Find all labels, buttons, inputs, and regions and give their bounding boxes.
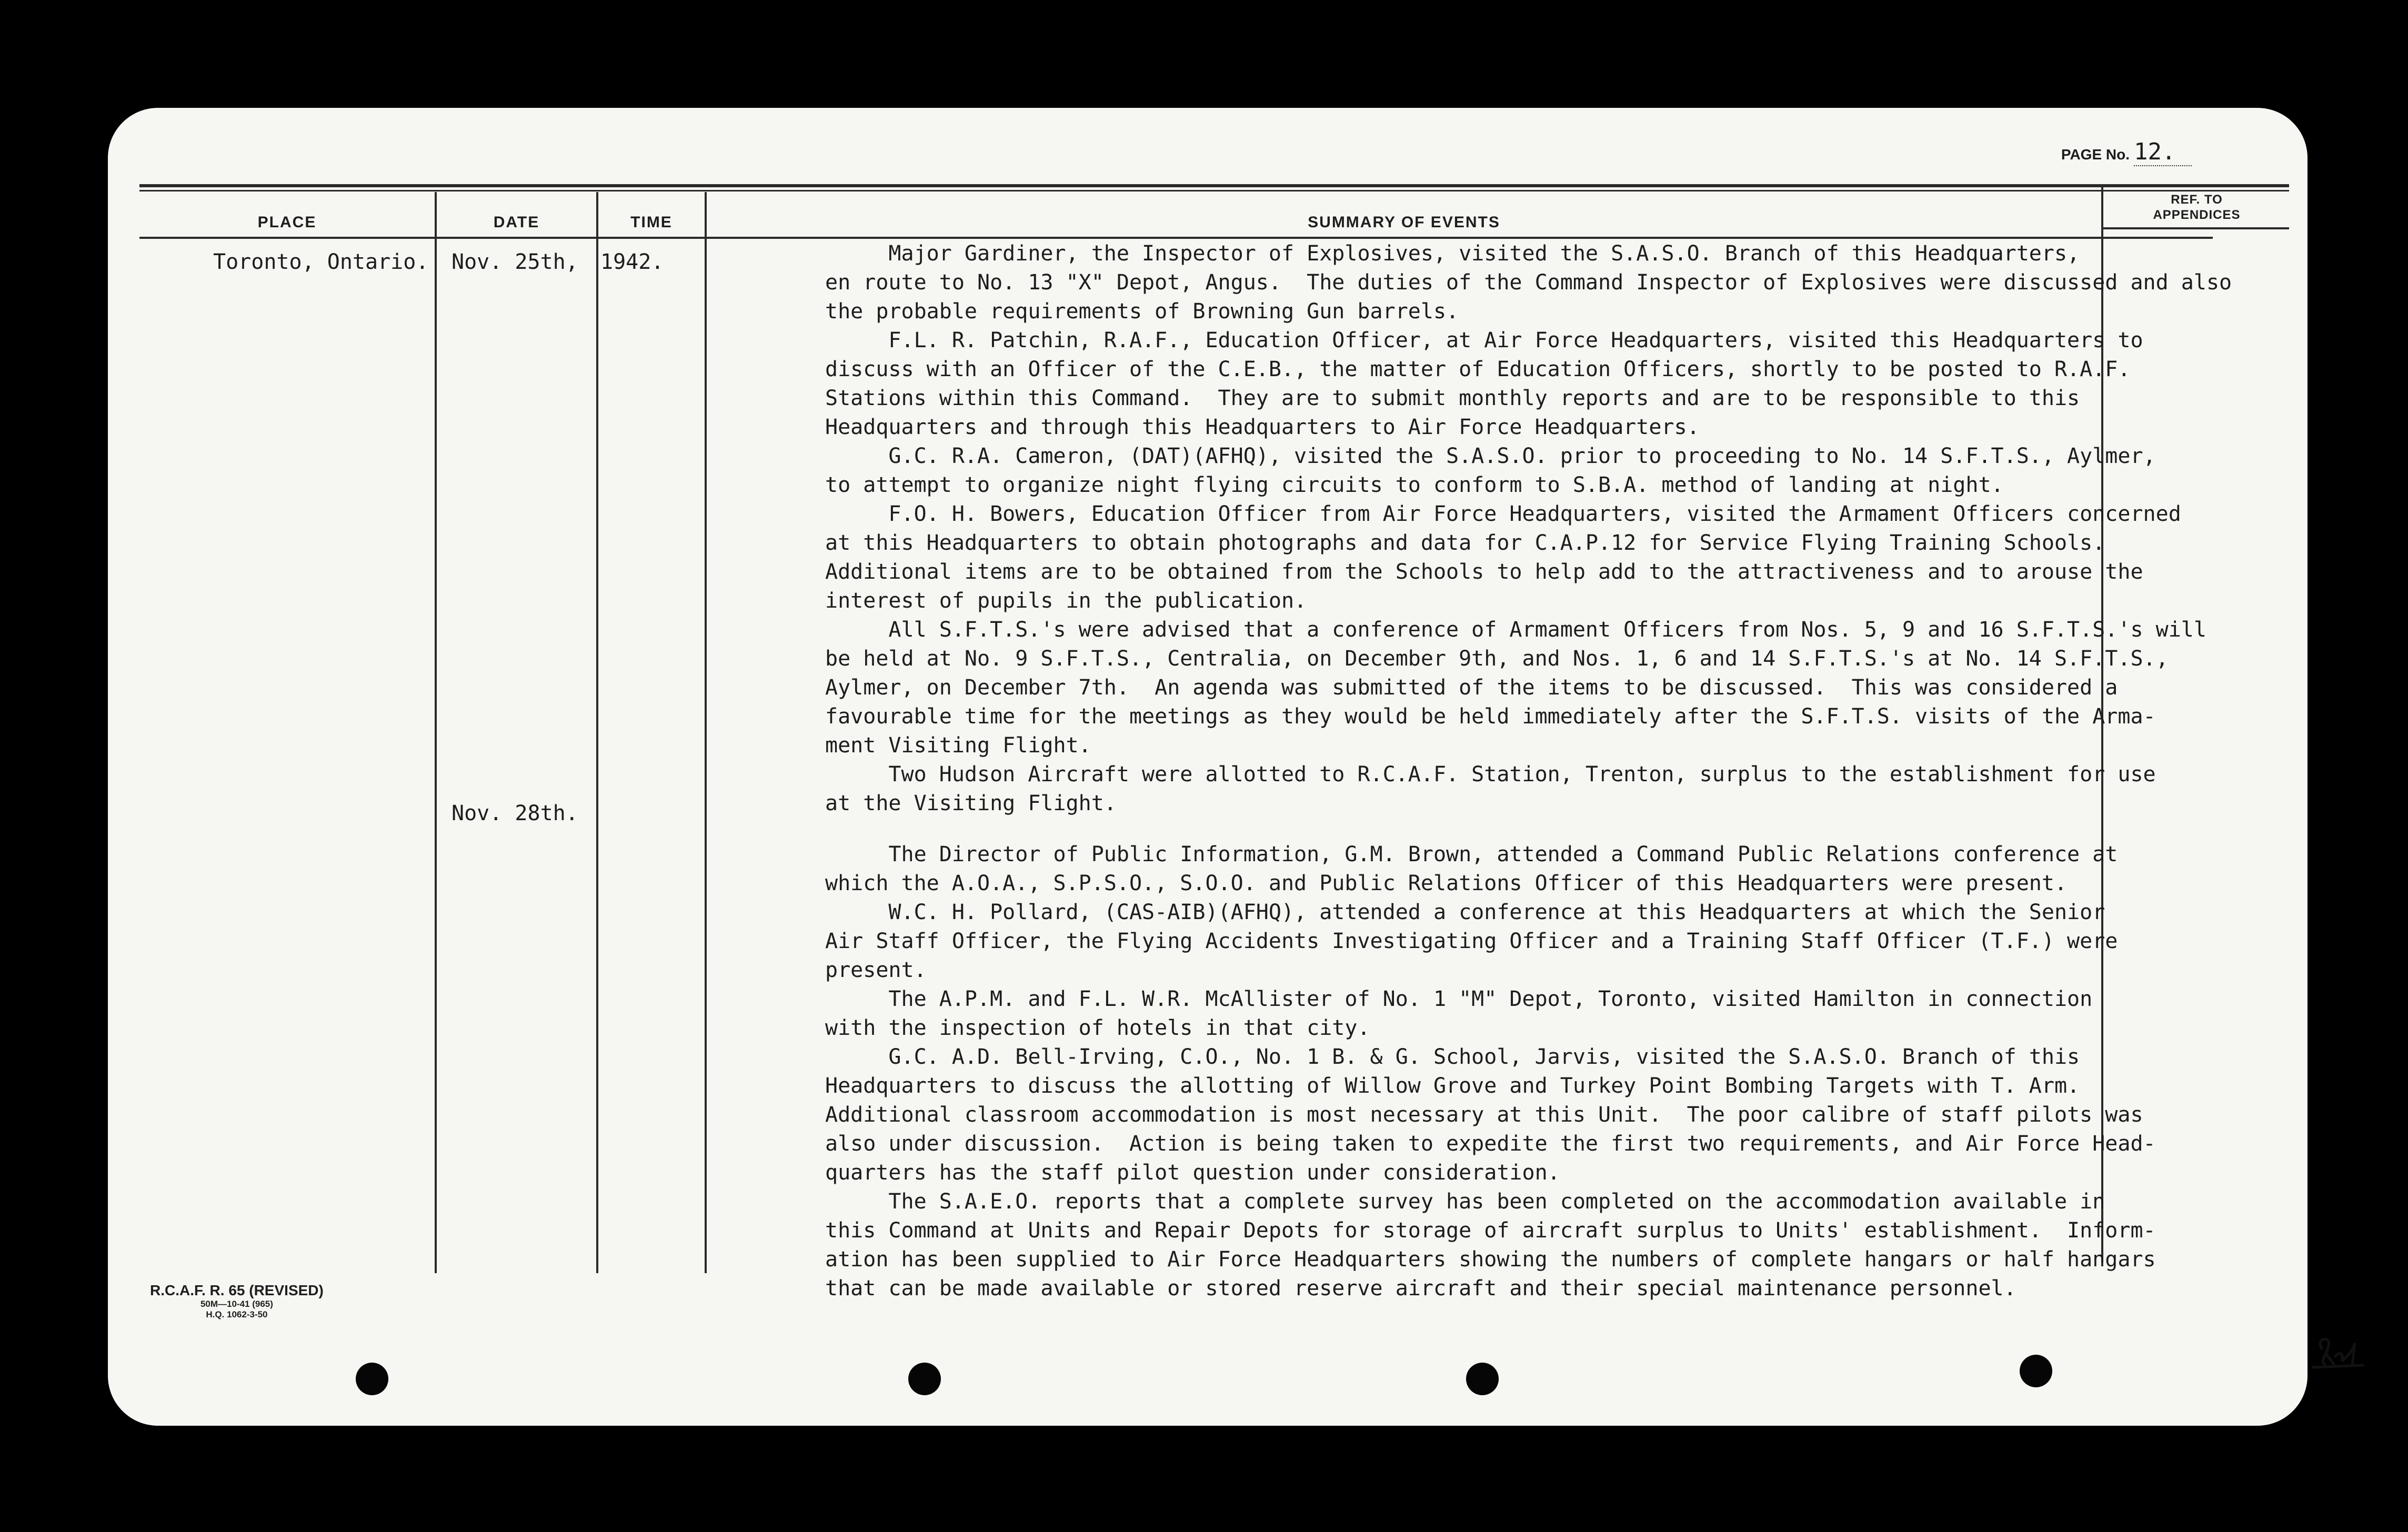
page-number [2061, 138, 2192, 166]
event-line: The A.P.M. and F.L. W.R. McAllister of No. 1 "M" Depot, Toronto, visited Hamilton in connection [825, 987, 2093, 1011]
event-line: Major Gardiner, the Inspector of Explosives, visited the S.A.S.O. Branch of this Headquarters, [825, 241, 2080, 266]
event-line: this Command at Units and Repair Depots for storage of aircraft surplus to Units' establishment. Inform- [825, 1218, 2156, 1243]
entry-gap [825, 818, 2256, 840]
event-line: quarters has the staff pilot question under consideration. [825, 1161, 1560, 1185]
event-line: ation has been supplied to Air Force Headquarters showing the numbers of complete hangars or half hangars [825, 1247, 2156, 1272]
event-line: Stations within this Command. They are to submit monthly reports and are to be responsible to this [825, 386, 2080, 410]
page-number-value: 12. [2134, 138, 2192, 166]
event-line: Additional classroom accommodation is most necessary at this Unit. The poor calibre of staff pilots was [825, 1103, 2143, 1127]
summary-of-events [825, 239, 2256, 1303]
form-hq-code: H.Q. 1062-3-50 [206, 1309, 268, 1319]
punch-hole [356, 1363, 388, 1395]
event-line: also under discussion. Action is being taken to expedite the first two requirements, and Air Force Head- [825, 1132, 2156, 1156]
event-line: present. [825, 958, 927, 982]
date-value-nov25: Nov. 25th, [452, 250, 578, 274]
appendices-column-header [2103, 187, 2290, 229]
event-line: to attempt to organize night flying circuits to conform to S.B.A. method of landing at night. [825, 473, 2004, 497]
date-column-header: DATE [493, 214, 540, 231]
handwritten-initials [2310, 1333, 2368, 1369]
punch-hole [2020, 1355, 2052, 1387]
event-line: be held at No. 9 S.F.T.S., Centralia, on December 9th, and Nos. 1, 6 and 14 S.F.T.S.'s at No. 14 S.F.T.S., [825, 647, 2169, 671]
event-line: Two Hudson Aircraft were allotted to R.C.A.F. Station, Trenton, surplus to the establishment for use [825, 762, 2156, 787]
appendices-header-line2: APPENDICES [2153, 208, 2241, 222]
event-line: The S.A.E.O. reports that a complete survey has been completed on the accommodation available in [825, 1190, 2105, 1214]
event-line: Aylmer, on December 7th. An agenda was submitted of the items to be discussed. This was considered a [825, 676, 2118, 700]
event-line: G.C. A.D. Bell-Irving, C.O., No. 1 B. & G. School, Jarvis, visited the S.A.S.O. Branch of this [825, 1045, 2080, 1069]
event-line: Air Staff Officer, the Flying Accidents Investigating Officer and a Training Staff Officer (T.F.) were [825, 929, 2118, 953]
event-line: The Director of Public Information, G.M. Brown, attended a Command Public Relations conference at [825, 842, 2118, 866]
place-date-divider [435, 192, 437, 1273]
event-line: Headquarters and through this Headquarters to Air Force Headquarters. [825, 415, 1700, 439]
date-time-divider [596, 192, 598, 1273]
event-line: discuss with an Officer of the C.E.B., the matter of Education Officers, shortly to be posted to R.A.F. [825, 357, 2131, 381]
date-value-nov28: Nov. 28th. [452, 801, 578, 825]
event-line: G.C. R.A. Cameron, (DAT)(AFHQ), visited the S.A.S.O. prior to proceeding to No. 14 S.F.T.S., Aylmer, [825, 444, 2156, 468]
time-summary-divider [705, 192, 707, 1273]
event-line: at this Headquarters to obtain photographs and data for C.A.P.12 for Service Flying Training Schools. [825, 531, 2105, 555]
place-column-header: PLACE [257, 214, 317, 231]
punch-hole [1466, 1363, 1499, 1395]
event-line: Additional items are to be obtained from the Schools to help add to the attractiveness and to arouse the [825, 560, 2143, 584]
form-number: R.C.A.F. R. 65 (REVISED) [150, 1282, 324, 1298]
event-line: interest of pupils in the publication. [825, 589, 1307, 613]
event-line: with the inspection of hotels in that city. [825, 1016, 1370, 1040]
event-line: W.C. H. Pollard, (CAS-AIB)(AFHQ), attended a conference at this Headquarters at which the Senior [825, 900, 2105, 924]
form-print-code: 50M—10-41 (965) [200, 1299, 273, 1309]
event-line: ment Visiting Flight. [825, 733, 1091, 758]
event-line: at the Visiting Flight. [825, 791, 1117, 815]
top-rule-thin [139, 190, 2289, 192]
place-value: Toronto, Ontario. [213, 250, 429, 274]
appendices-header-line1: REF. TO [2171, 193, 2223, 207]
event-line: which the A.O.A., S.P.S.O., S.O.O. and Public Relations Officer of this Headquarters were present. [825, 871, 2068, 895]
form-footer [150, 1282, 324, 1320]
year-value: 1942. [600, 250, 664, 274]
time-column-header: TIME [630, 214, 673, 231]
event-line: favourable time for the meetings as they would be held immediately after the S.F.T.S. visits of the Arma- [825, 704, 2156, 729]
event-line: F.O. H. Bowers, Education Officer from Air Force Headquarters, visited the Armament Officers concerned [825, 502, 2181, 526]
event-line: All S.F.T.S.'s were advised that a conference of Armament Officers from Nos. 5, 9 and 16 S.F.T.S.'s will [825, 618, 2206, 642]
event-line: F.L. R. Patchin, R.A.F., Education Officer, at Air Force Headquarters, visited this Headquarters to [825, 328, 2143, 352]
event-line: en route to No. 13 "X" Depot, Angus. The duties of the Command Inspector of Explosives were discussed and also [825, 270, 2232, 295]
punch-hole [908, 1363, 941, 1395]
page-number-label: PAGE No. [2061, 146, 2130, 163]
event-line: that can be made available or stored reserve aircraft and their special maintenance personnel. [825, 1276, 2016, 1301]
diary-sheet [108, 108, 2307, 1426]
top-rule [139, 184, 2289, 187]
summary-column-header: SUMMARY OF EVENTS [1308, 214, 1500, 231]
event-line: Headquarters to discuss the allotting of Willow Grove and Turkey Point Bombing Targets with T. Arm. [825, 1074, 2080, 1098]
event-line: the probable requirements of Browning Gun barrels. [825, 299, 1459, 324]
